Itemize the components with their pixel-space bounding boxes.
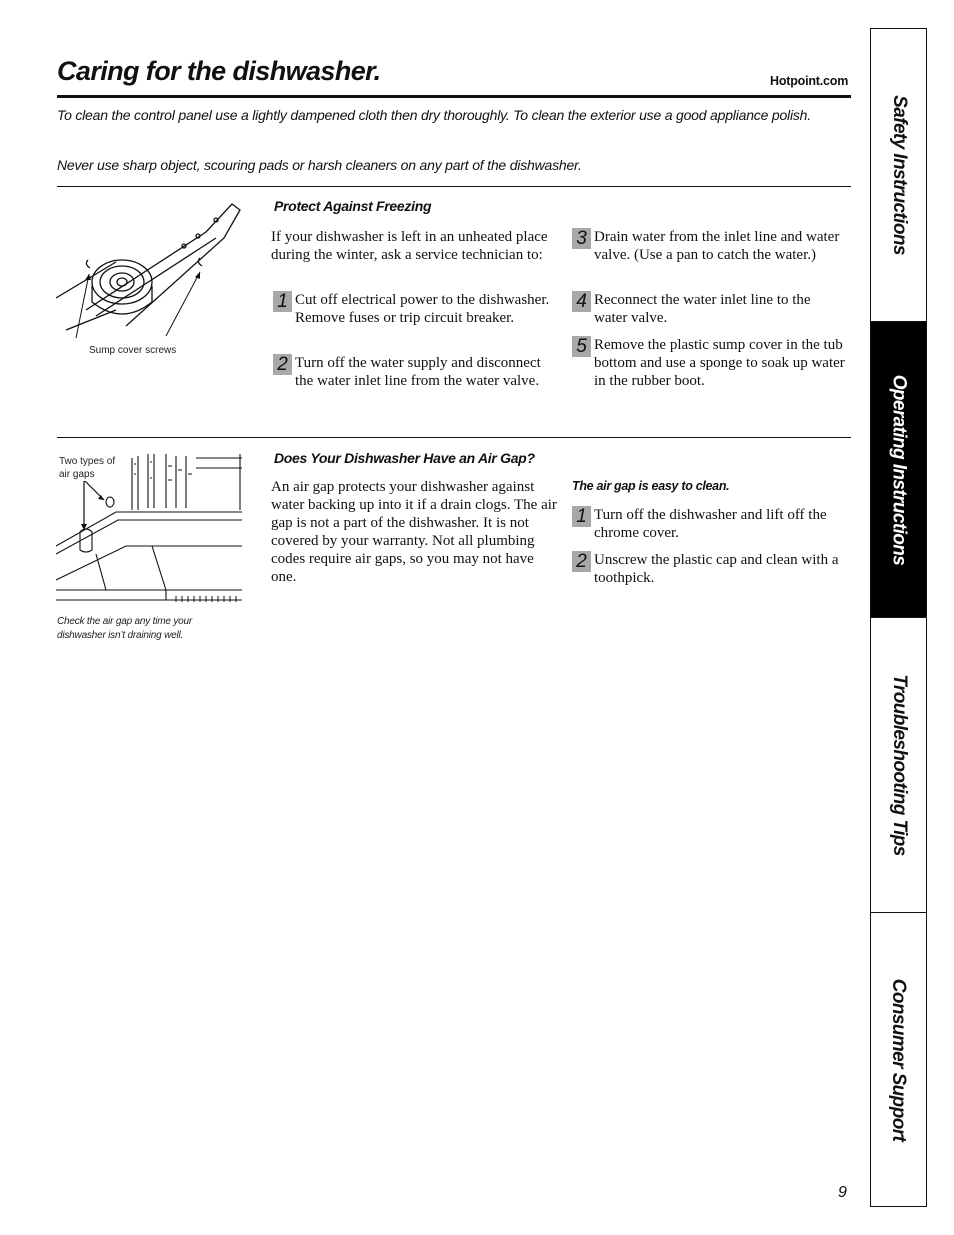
step-number: 2 bbox=[572, 551, 591, 572]
step-number: 2 bbox=[273, 354, 292, 375]
air-gap-step-2 bbox=[572, 551, 848, 587]
air-gap-subheading: The air gap is easy to clean. bbox=[572, 479, 730, 493]
tab-label: Consumer Support bbox=[888, 978, 910, 1141]
step-text: Turn off the dishwasher and lift off the chrome cover. bbox=[594, 507, 827, 541]
freezing-step-4 bbox=[572, 291, 842, 327]
step-text: Cut off electrical power to the dishwasher. Remove fuses or trip circuit breaker. bbox=[295, 292, 550, 326]
section-divider-1 bbox=[57, 186, 851, 187]
step-number: 1 bbox=[273, 291, 292, 312]
air-gap-figure-label: Two types of air gaps bbox=[59, 455, 129, 481]
tab-label: Operating Instructions bbox=[888, 374, 910, 565]
freezing-heading: Protect Against Freezing bbox=[274, 198, 432, 214]
tab-operating-instructions[interactable] bbox=[871, 322, 926, 618]
air-gap-body: An air gap protects your dishwasher against water backing up into it if a drain clogs. The air gap is not a part of the dishwasher. It is not covered by your warranty. Not all plumbing codes require air gaps, so you may not have one. bbox=[271, 479, 557, 585]
tab-label: Troubleshooting Tips bbox=[888, 674, 910, 856]
air-gap-step-1 bbox=[572, 506, 848, 542]
section-tabs bbox=[870, 28, 927, 1207]
sump-cover-illustration bbox=[56, 198, 246, 338]
step-number: 1 bbox=[572, 506, 591, 527]
tab-consumer-support[interactable] bbox=[871, 913, 926, 1206]
freezing-step-5 bbox=[572, 336, 847, 390]
intro-paragraph-1: To clean the control panel use a lightly dampened cloth then dry thoroughly. To clean the exterior use a good appliance polish. bbox=[57, 107, 811, 123]
step-text: Drain water from the inlet line and water valve. (Use a pan to catch the water.) bbox=[594, 229, 840, 263]
freezing-step-3 bbox=[572, 228, 842, 264]
header-rule bbox=[57, 95, 851, 98]
step-number: 3 bbox=[572, 228, 591, 249]
page-title: Caring for the dishwasher. bbox=[57, 56, 381, 86]
step-number: 5 bbox=[572, 336, 591, 357]
step-text: Unscrew the plastic cap and clean with a toothpick. bbox=[594, 552, 839, 586]
air-gap-heading: Does Your Dishwasher Have an Air Gap? bbox=[274, 450, 535, 466]
section-divider-2 bbox=[57, 437, 851, 438]
step-text: Turn off the water supply and disconnect the water inlet line from the water valve. bbox=[295, 355, 541, 389]
step-number: 4 bbox=[572, 291, 591, 312]
tab-label: Safety Instructions bbox=[888, 95, 910, 255]
step-text: Remove the plastic sump cover in the tub bottom and use a sponge to soak up water in the rubber boot. bbox=[594, 337, 845, 389]
freezing-step-2 bbox=[273, 354, 543, 390]
tab-troubleshooting-tips[interactable] bbox=[871, 618, 926, 913]
freezing-intro: If your dishwasher is left in an unheated place during the winter, ask a service technician to: bbox=[271, 229, 548, 263]
sump-figure-caption: Sump cover screws bbox=[89, 345, 177, 356]
page-number: 9 bbox=[838, 1184, 847, 1201]
tab-safety-instructions[interactable] bbox=[871, 29, 926, 322]
air-gap-figure-caption: Check the air gap any time your dishwasher isn’t draining well. bbox=[57, 616, 192, 641]
sump-cover-drawing bbox=[56, 198, 246, 338]
brand-website: Hotpoint.com bbox=[770, 74, 849, 88]
step-text: Reconnect the water inlet line to the water valve. bbox=[594, 292, 811, 326]
freezing-step-1 bbox=[273, 291, 553, 327]
intro-paragraph-2: Never use sharp object, scouring pads or harsh cleaners on any part of the dishwasher. bbox=[57, 157, 582, 173]
